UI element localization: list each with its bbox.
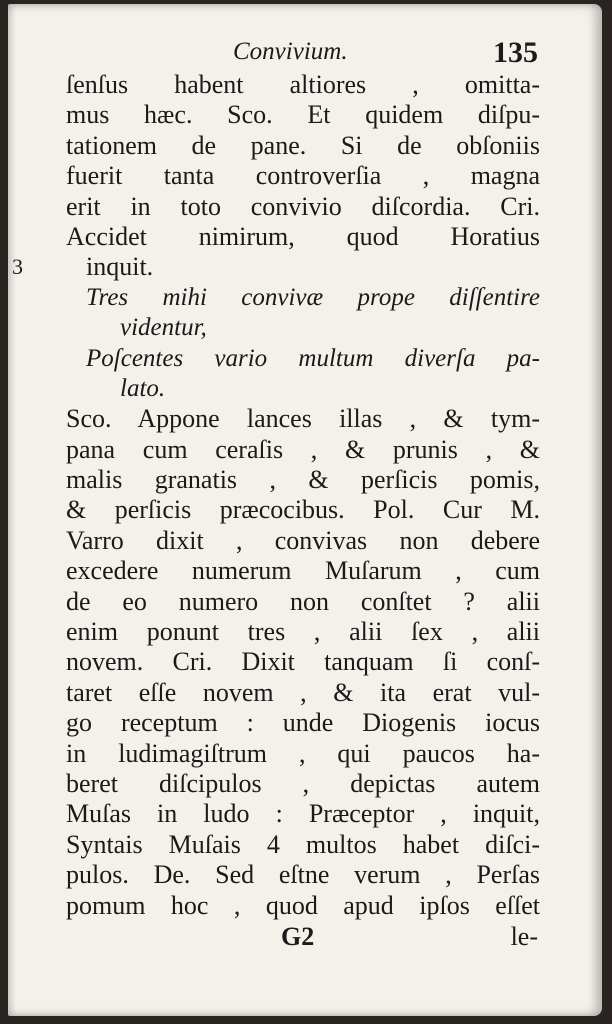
line-text: Accidet nimirum, quod Horatius bbox=[66, 221, 540, 251]
line-text: Tres mihi convivæ prope diſſentire bbox=[86, 283, 540, 311]
text-line bbox=[66, 739, 540, 769]
text-line bbox=[66, 313, 540, 343]
text-line bbox=[66, 283, 540, 313]
line-text: in ludimagiſtrum , qui paucos ha- bbox=[66, 738, 540, 768]
line-text: & perſicis præcocibus. Pol. Cur M. bbox=[66, 495, 540, 525]
text-line bbox=[66, 587, 540, 617]
line-text: erit in toto convivio diſcordia. Cri. bbox=[66, 191, 540, 221]
text-line bbox=[66, 769, 540, 799]
body-text bbox=[12, 70, 540, 921]
line-text: lato. bbox=[120, 374, 166, 402]
text-line bbox=[66, 891, 540, 921]
text-line bbox=[66, 860, 540, 890]
line-text: de eo numero non conſtet ? alii bbox=[66, 586, 540, 616]
text-line bbox=[66, 222, 540, 252]
text-line bbox=[66, 799, 540, 829]
line-text: beret diſcipulos , depictas autem bbox=[66, 768, 540, 798]
line-text: Poſcentes vario multum diverſa pa- bbox=[86, 344, 540, 372]
line-text: Syntais Muſais 4 multos habet diſci- bbox=[66, 829, 540, 859]
text-line bbox=[66, 647, 540, 677]
line-text: taret eſſe novem , & ita erat vul- bbox=[66, 677, 540, 707]
line-text: inquit. bbox=[86, 252, 154, 282]
line-text: malis granatis , & perſicis pomis, bbox=[66, 465, 540, 495]
text-line bbox=[66, 708, 540, 738]
text-line bbox=[66, 374, 540, 404]
text-line bbox=[66, 678, 540, 708]
text-line bbox=[66, 131, 540, 161]
page-number: 135 bbox=[493, 36, 538, 69]
book-page bbox=[8, 4, 602, 1016]
catchword: le- bbox=[510, 922, 538, 951]
line-text: pana cum ceraſis , & prunis , & bbox=[66, 434, 540, 464]
line-text: pomum hoc , quod apud ipſos eſſet bbox=[66, 890, 540, 920]
line-text: tationem de pane. Si de obſoniis bbox=[66, 130, 540, 160]
running-head: Convivium. bbox=[233, 38, 348, 65]
text-line bbox=[66, 70, 540, 100]
text-line bbox=[66, 556, 540, 586]
line-text: go receptum : unde Diogenis iocus bbox=[66, 708, 540, 738]
margin-note: 3 bbox=[12, 254, 23, 280]
text-line bbox=[12, 252, 540, 282]
text-line bbox=[66, 100, 540, 130]
line-text: Varro dixit , convivas non debere bbox=[66, 525, 540, 555]
text-line bbox=[66, 404, 540, 434]
text-line bbox=[66, 344, 540, 374]
text-line bbox=[66, 192, 540, 222]
page-footer bbox=[68, 922, 542, 958]
line-text: Sco. Appone lances illas , & tym- bbox=[66, 404, 540, 434]
line-text: novem. Cri. Dixit tanquam ſi conſ- bbox=[66, 647, 540, 677]
text-line bbox=[66, 617, 540, 647]
line-text: ſenſus habent altiores , omitta- bbox=[66, 70, 540, 99]
line-text: enim ponunt tres , alii ſex , alii bbox=[66, 617, 540, 647]
line-text: videntur, bbox=[120, 314, 207, 342]
line-text: pulos. De. Sed eſtne verum , Perſas bbox=[66, 860, 540, 890]
line-text: fuerit tanta controverſia , magna bbox=[66, 161, 540, 191]
page-header bbox=[68, 36, 538, 70]
text-line bbox=[66, 435, 540, 465]
line-text: Muſas in ludo : Præceptor , inquit, bbox=[66, 799, 540, 829]
text-line bbox=[66, 465, 540, 495]
text-line bbox=[66, 161, 540, 191]
line-text: excedere numerum Muſarum , cum bbox=[66, 556, 540, 586]
text-line bbox=[66, 830, 540, 860]
text-line bbox=[66, 526, 540, 556]
line-text: mus hæc. Sco. Et quidem diſpu- bbox=[66, 100, 540, 130]
signature-mark: G2 bbox=[281, 922, 315, 951]
text-line bbox=[66, 495, 540, 525]
